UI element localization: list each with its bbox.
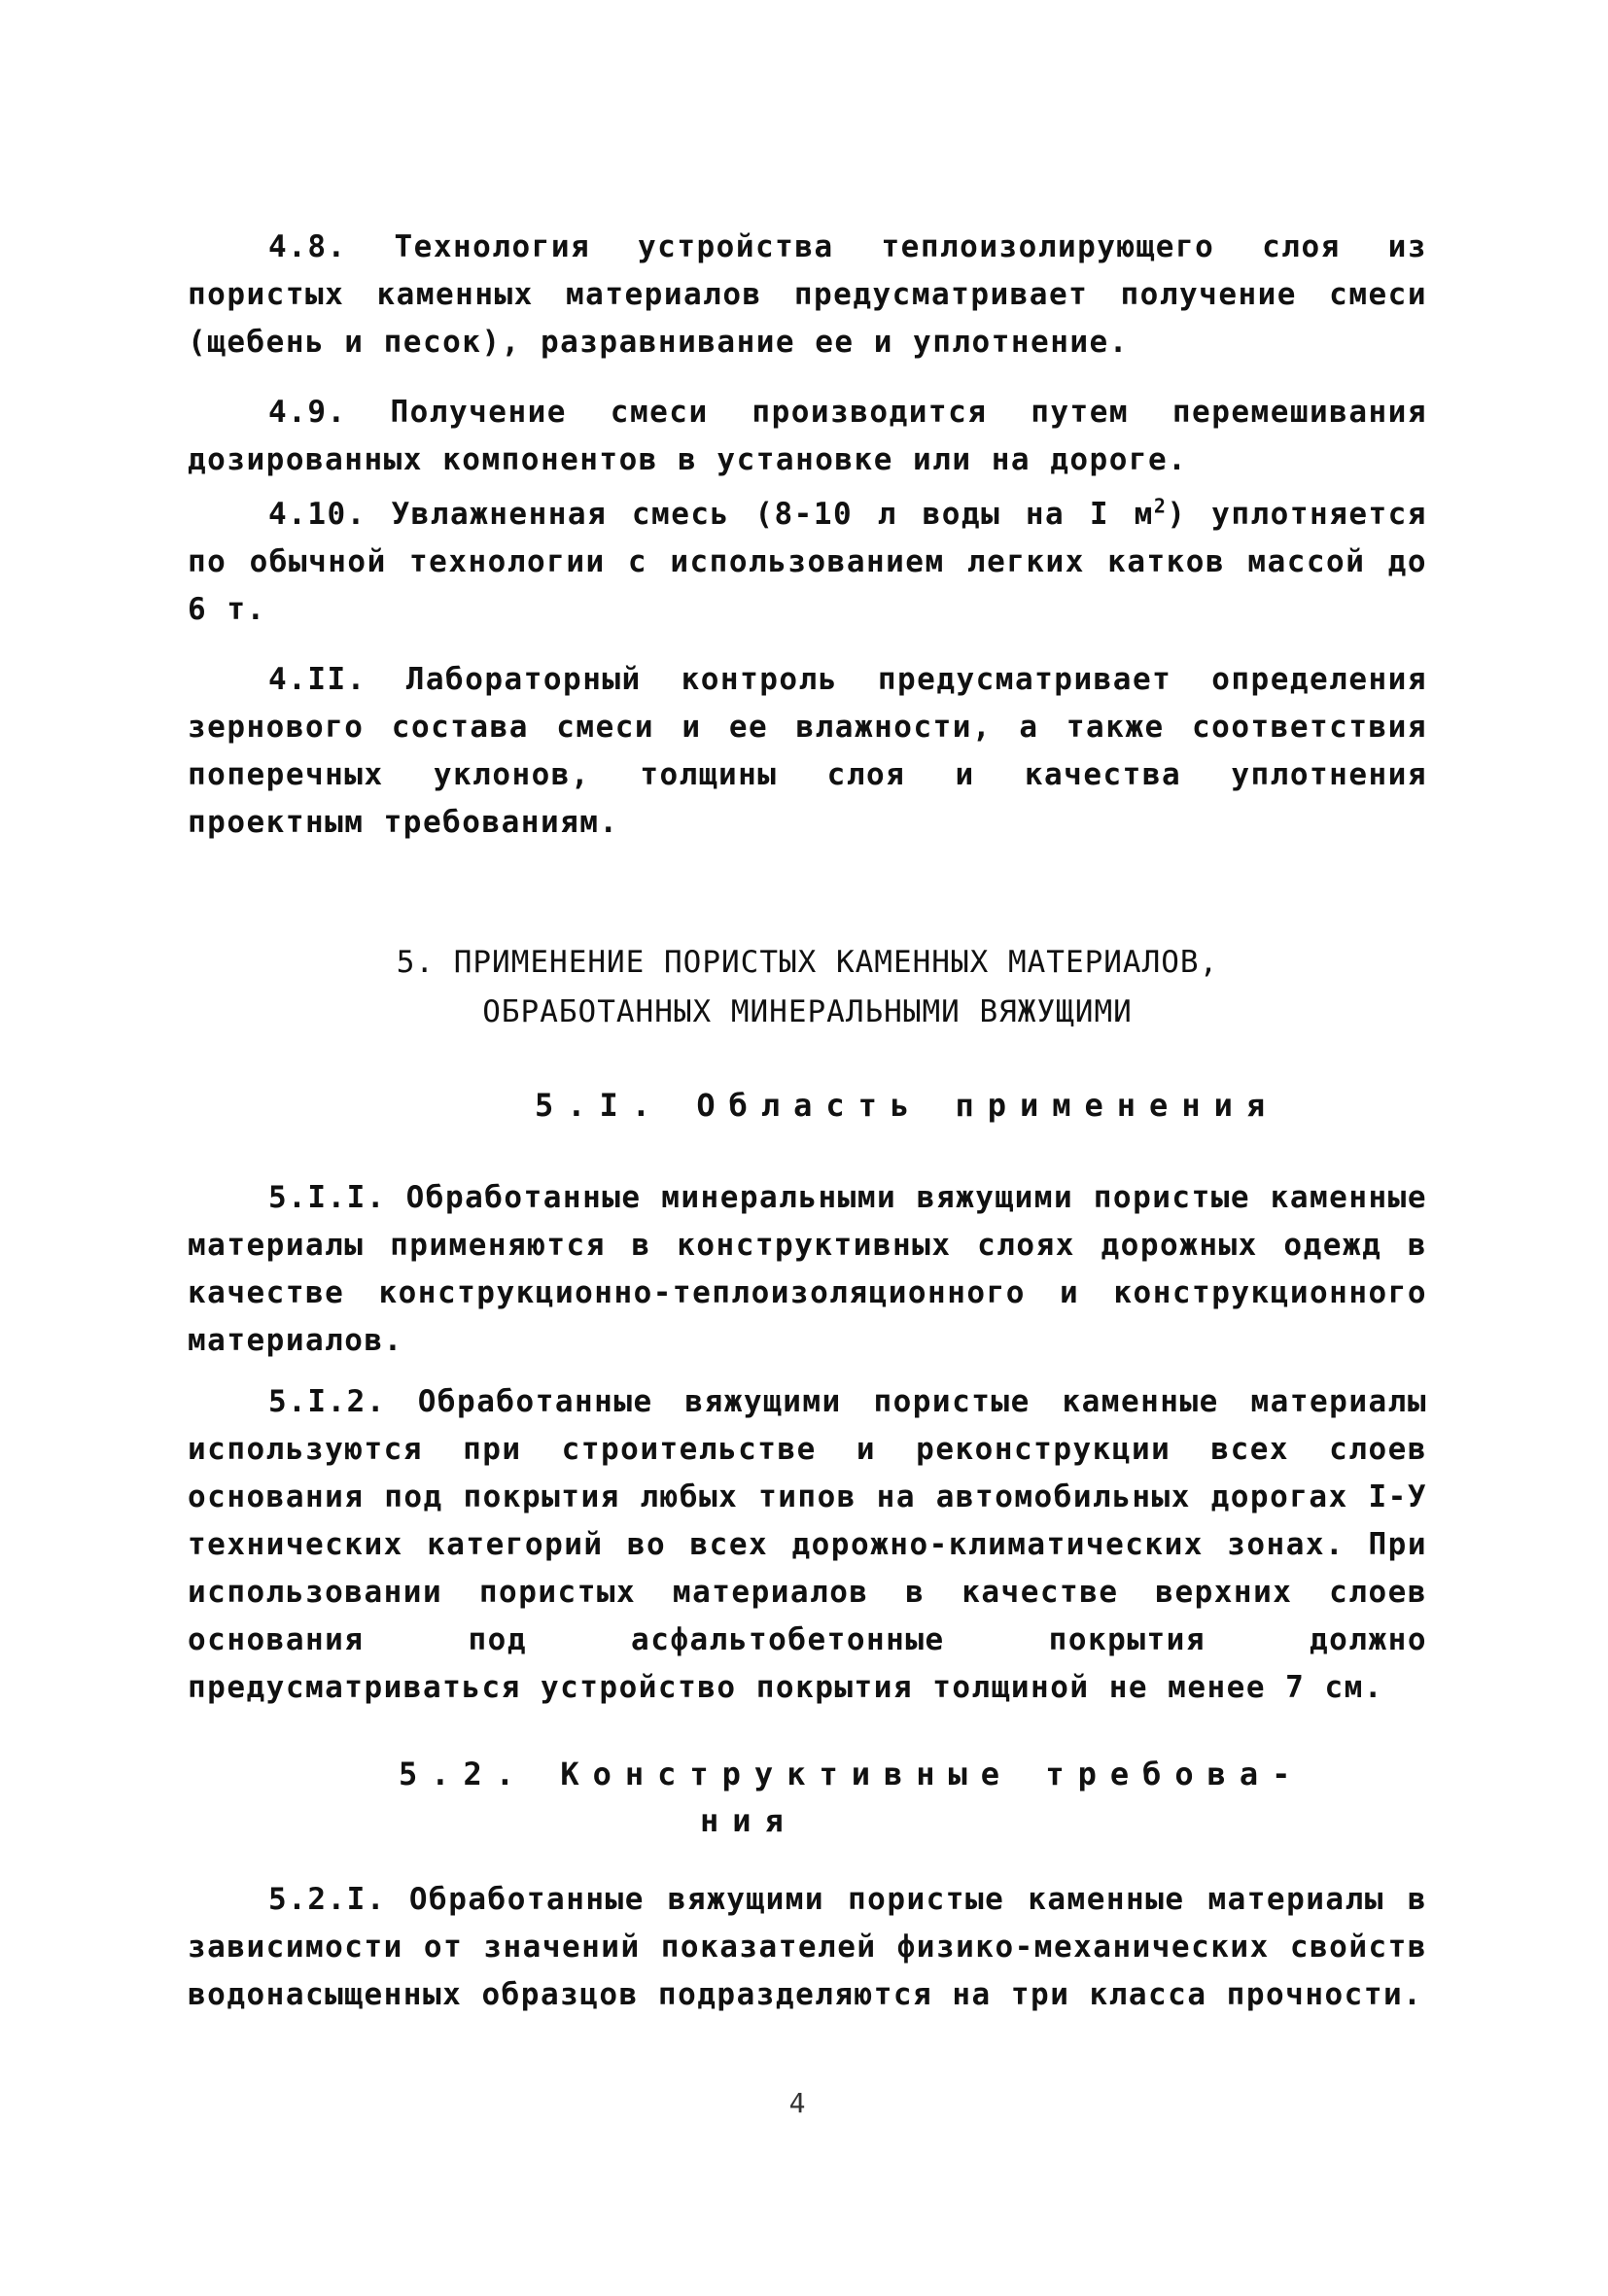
paragraph-5-1-1: 5.I.I. Обработанные минеральными вяжущими пористые каменные материалы применяются в конструктивных слоях дорожных одежд в качестве конструкционно-теплоизоляционного и конструкционного материалов.	[188, 1180, 1427, 1358]
section-5-title-line-2: ОБРАБОТАННЫХ МИНЕРАЛЬНЫМИ ВЯЖУЩИМИ	[482, 994, 1133, 1029]
paragraph-4-9: 4.9. Получение смеси производится путем перемешивания дозированных компонентов в установке или на дороге.	[188, 395, 1427, 477]
paragraph-4-10	[188, 491, 1427, 634]
superscript-exponent: 2	[1153, 494, 1168, 518]
section-5-title-line-1: 5. ПРИМЕНЕНИЕ ПОРИСТЫХ КАМЕННЫХ МАТЕРИАЛОВ,	[396, 945, 1219, 980]
paragraph-4-8: 4.8. Технология устройства теплоизолирующего слоя из пористых каменных материалов предусматривает получение смеси (щебень и песок), разравнивание ее и уплотнение.	[188, 229, 1427, 360]
page-number: 4	[788, 2087, 806, 2119]
paragraph-4-10-end: ) уплотняется по обычной технологии с использованием легких катков массой до 6 т.	[188, 497, 1427, 627]
subsection-5-1-title: 5.I. Область применения	[535, 1087, 1279, 1124]
paragraph-5-2-1: 5.2.I. Обработанные вяжущими пористые каменные материалы в зависимости от значений показателей физико-механических свойств водонасыщенных образцов подразделяются на три класса прочности.	[188, 1882, 1427, 2012]
subsection-5-2-title-line-2: ния	[700, 1802, 797, 1839]
paragraph-5-1-2: 5.I.2. Обработанные вяжущими пористые каменные материалы используются при строительстве и реконструкции всех слоев основания под покрытия любых типов на автомобильных дорогах I-У технических категорий во всех дорожно-климатических зонах. При использовании пористых материалов в качестве верхних слоев основания под асфальтобетонные покрытия должно предусматриваться устройство покрытия толщиной не менее 7 см.	[188, 1384, 1427, 1705]
paragraph-4-10-start: 4.10. Увлажненная смесь (8-10 л воды на I м	[268, 497, 1154, 532]
paragraph-4-11: 4.II. Лабораторный контроль предусматривает определения зернового состава смеси и ее влажности, а также соответствия поперечных уклонов, толщины слоя и качества уплотнения проектным требованиям.	[188, 662, 1427, 840]
subsection-5-2-title-line-1: 5.2. Конструктивные требова-	[399, 1756, 1305, 1792]
